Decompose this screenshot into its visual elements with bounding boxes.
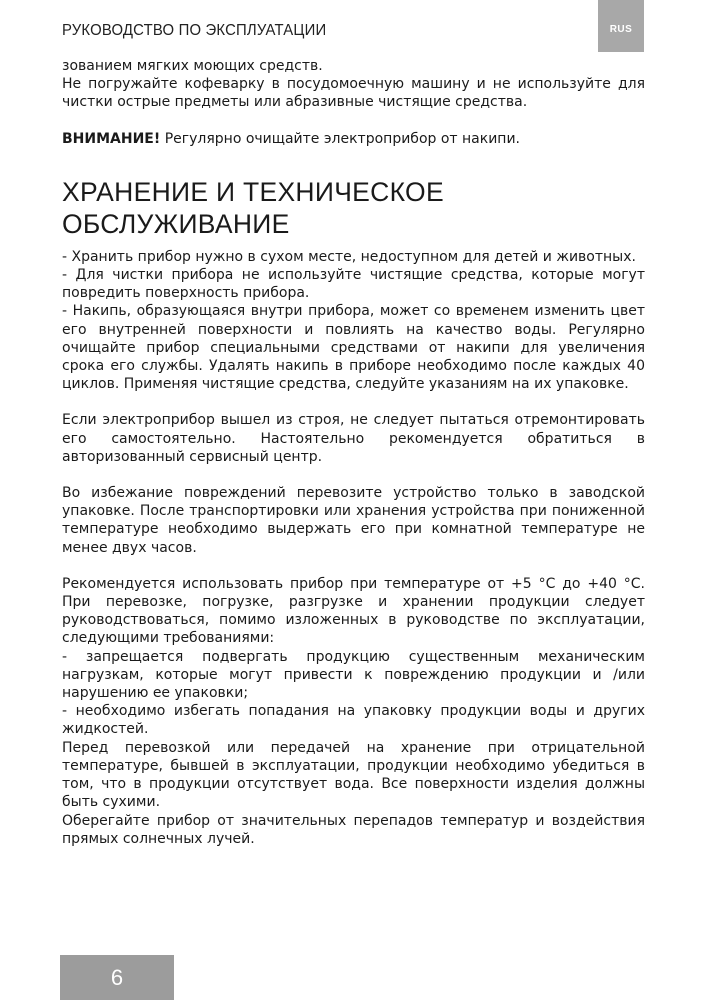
section-heading [62, 176, 645, 240]
page-content [62, 57, 645, 848]
warning-paragraph [62, 130, 645, 148]
intro-line: зованием мягких моющих средств. [62, 58, 323, 74]
section-heading-line-1: ХРАНЕНИЕ И ТЕХНИЧЕСКОЕ [62, 176, 444, 207]
requirement-1: - запрещается подвергать продукцию существенным механическим нагрузкам, которые могут привести к повреждению продукции и /или нарушению ее упаковки; [62, 648, 645, 702]
language-badge: RUS [598, 0, 644, 52]
protect-paragraph: Оберегайте прибор от значительных перепадов температур и воздействия прямых солнечных лучей. [62, 812, 645, 847]
storage-item-2: - Для чистки прибора не используйте чистящие средства, которые могут повредить поверхность прибора. [62, 267, 645, 302]
requirement-2: - необходимо избегать попадания на упаковку продукции воды и других жидкостей. [62, 703, 645, 738]
document-header-title: РУКОВОДСТВО ПО ЭКСПЛУАТАЦИИ [62, 22, 327, 39]
intro-dishwasher-note: Не погружайте кофеварку в посудомоечную машину и не используйте для чистки острые предметы или абразивные чистящие средства. [62, 76, 645, 111]
warning-text: Регулярно очищайте электроприбор от накипи. [160, 130, 520, 147]
storage-item-3: - Накипь, образующаяся внутри прибора, может со временем изменить цвет его внутренней поверхности и повлиять на качество воды. Регулярно очищайте прибор специальными средствами от накипи для увеличения срока его службы. Удалять накипь в приборе необходимо после каждых 40 циклов. Применяя чистящие средства, следуйте указаниям на их упаковке. [62, 303, 645, 393]
transport-paragraph: Во избежание повреждений перевозите устройство только в заводской упаковке. После транспортировки или хранения устройства при пониженной температуре необходимо выдержать его при комнатной температуре не менее двух часов. [62, 485, 645, 556]
storage-item-1: - Хранить прибор нужно в сухом месте, недоступном для детей и животных. [62, 248, 636, 265]
repair-paragraph: Если электроприбор вышел из строя, не следует пытаться отремонтировать его самостоятельно. Настоятельно рекомендуется обратиться в авторизованный сервисный центр. [62, 412, 645, 465]
temperature-paragraph: Рекомендуется использовать прибор при температуре от +5 °С до +40 °С. При перевозке, погрузке, разгрузке и хранении продукции следует руководствоваться, помимо изложенных в руководстве по эксплуатации, следующими требованиями: [62, 575, 645, 647]
negative-temperature-paragraph: Перед перевозкой или передачей на хранение при отрицательной температуре, бывшей в эксплуатации, продукции необходимо убедиться в том, что в продукции отсутствует вода. Все поверхности изделия должны быть сухими. [62, 739, 645, 811]
section-heading-line-2: ОБСЛУЖИВАНИЕ [62, 208, 290, 239]
page-number: 6 [60, 955, 174, 1000]
warning-label: ВНИМАНИЕ! [62, 130, 161, 147]
